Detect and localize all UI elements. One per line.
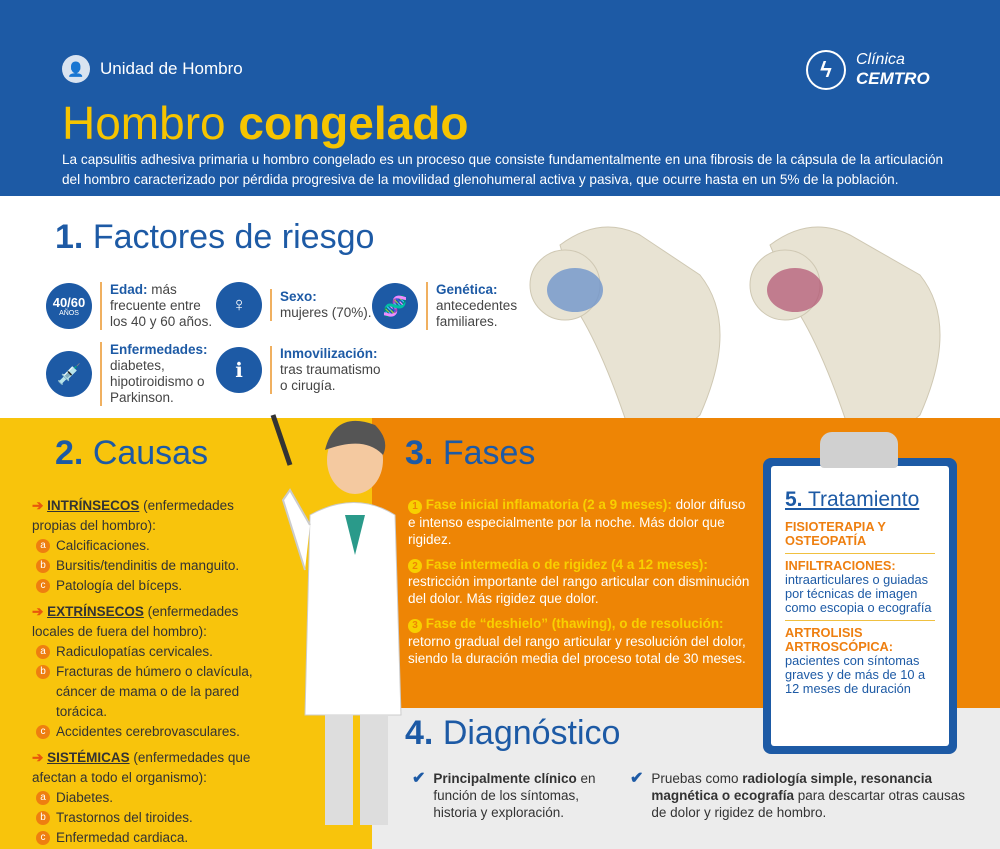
clinic-logo <box>806 50 930 90</box>
page-title <box>62 96 468 150</box>
lightning-icon: ϟ <box>806 50 846 90</box>
fases-list <box>408 496 753 675</box>
title-light: Hombro <box>62 97 239 149</box>
cause-item: c Accidentes cerebrovasculares. <box>32 722 267 742</box>
unit-label <box>62 55 243 83</box>
section-factores-title: 1. Factores de riesgo <box>55 218 375 256</box>
syringe-icon: 💉 <box>46 351 92 397</box>
treatment-item: FISIOTERAPIA Y OSTEOPATÍA <box>785 519 886 548</box>
person-icon: 👤 <box>62 55 90 83</box>
factor-genetica: 🧬 Genética: antecedentes familiares. <box>372 282 532 330</box>
treatment-item: INFILTRACIONES: intraarticulares o guiadas por técnicas de imagen como escopia o ecografía <box>785 558 932 615</box>
factor-edad: 40/60 AÑOS Edad: más frecuente entre los 40 y 60 años. <box>46 282 216 330</box>
logo-line1: Clínica <box>856 51 905 68</box>
cause-group: ➔ EXTRÍNSECOS (enfermedades locales de fuera del hombro): <box>32 604 239 639</box>
causas-list <box>32 496 267 848</box>
phase-item: 2 Fase intermedia o de rigidez (4 a 12 meses): restricción importante del rango articular con disminución del dolor. Más rigidez que dolor. <box>408 556 750 606</box>
section-causas-title: 2. Causas <box>55 434 209 472</box>
dna-icon: 🧬 <box>372 283 418 329</box>
doctor-illustration <box>265 395 405 845</box>
title-bold: congelado <box>238 97 469 149</box>
age-badge-icon: 40/60 AÑOS <box>46 283 92 329</box>
intro-text: La capsulitis adhesiva primaria u hombro congelado es un proceso que consiste fundamentalmente en una fibrosis de la cápsula de la articulación del hombro caracterizado por pérdida progresiva de la movilidad glenohumeral activa y pasiva, que ocurre hasta en un 5% de la población. <box>62 152 944 187</box>
check-icon: ✔ <box>412 770 426 787</box>
diagnosis-item: ✔ Principalmente clínico en función de los síntomas, historia y exploración. <box>412 770 596 820</box>
cause-item: b Fracturas de húmero o clavícula, cáncer de mama o de la pared torácica. <box>32 662 267 722</box>
cause-item: c Patología del bíceps. <box>32 576 267 596</box>
unit-text: Unidad de Hombro <box>100 59 243 78</box>
phase-item: 3 Fase de “deshielo” (thawing), o de resolución: retorno gradual del rango articular y resolución del dolor, siendo la duración media del proceso total de 30 meses. <box>408 616 746 666</box>
section-tratamiento-title: 5. Tratamiento <box>785 488 920 511</box>
header-banner <box>0 0 1000 196</box>
cause-item: b Bursitis/tendinitis de manguito. <box>32 556 267 576</box>
factor-enfermedades: 💉 Enfermedades: diabetes, hipotiroidismo o Parkinson. <box>46 342 216 406</box>
diagnosis-item: ✔ Pruebas como radiología simple, resonancia magnética o ecografía para descartar otras causas de dolor y rigidez de hombro. <box>630 770 966 820</box>
arm-sling-icon: ℹ <box>216 347 262 393</box>
factor-sexo: ♀ Sexo: mujeres (70%). <box>216 282 376 328</box>
cause-item: a Diabetes. <box>32 788 267 808</box>
logo-line2: CEMTRO <box>856 69 930 88</box>
tratamiento-clipboard <box>763 458 957 754</box>
cause-item: a Radiculopatías cervicales. <box>32 642 267 662</box>
capsule-normal <box>547 268 603 312</box>
cause-item: a Calcificaciones. <box>32 536 267 556</box>
factor-inmovilizacion: ℹ Inmovilización: tras traumatismo o cirugía. <box>216 346 386 394</box>
phase-item: 1 Fase inicial inflamatoria (2 a 9 meses): dolor difuso e intenso especialmente por la noche. Más dolor que rigidez. <box>408 497 746 547</box>
clipboard-clip <box>820 432 898 468</box>
cause-item: b Trastornos del tiroides. <box>32 808 267 828</box>
female-symbol-icon: ♀ <box>216 282 262 328</box>
capsule-inflamed <box>767 268 823 312</box>
section-fases-title: 3. Fases <box>405 434 536 472</box>
treatment-item: ARTROLISIS ARTROSCÓPICA: pacientes con síntomas graves y de más de 10 a 12 meses de duración <box>785 625 926 696</box>
check-icon: ✔ <box>630 770 644 787</box>
section-diagnostico-title: 4. Diagnóstico <box>405 714 621 752</box>
cause-group: ➔ SISTÉMICAS (enfermedades que afectan a todo el organismo): <box>32 750 251 785</box>
cause-group: ➔ INTRÍNSECOS (enfermedades propias del hombro): <box>32 498 234 533</box>
cause-item: c Enfermedad cardiaca. <box>32 828 267 848</box>
